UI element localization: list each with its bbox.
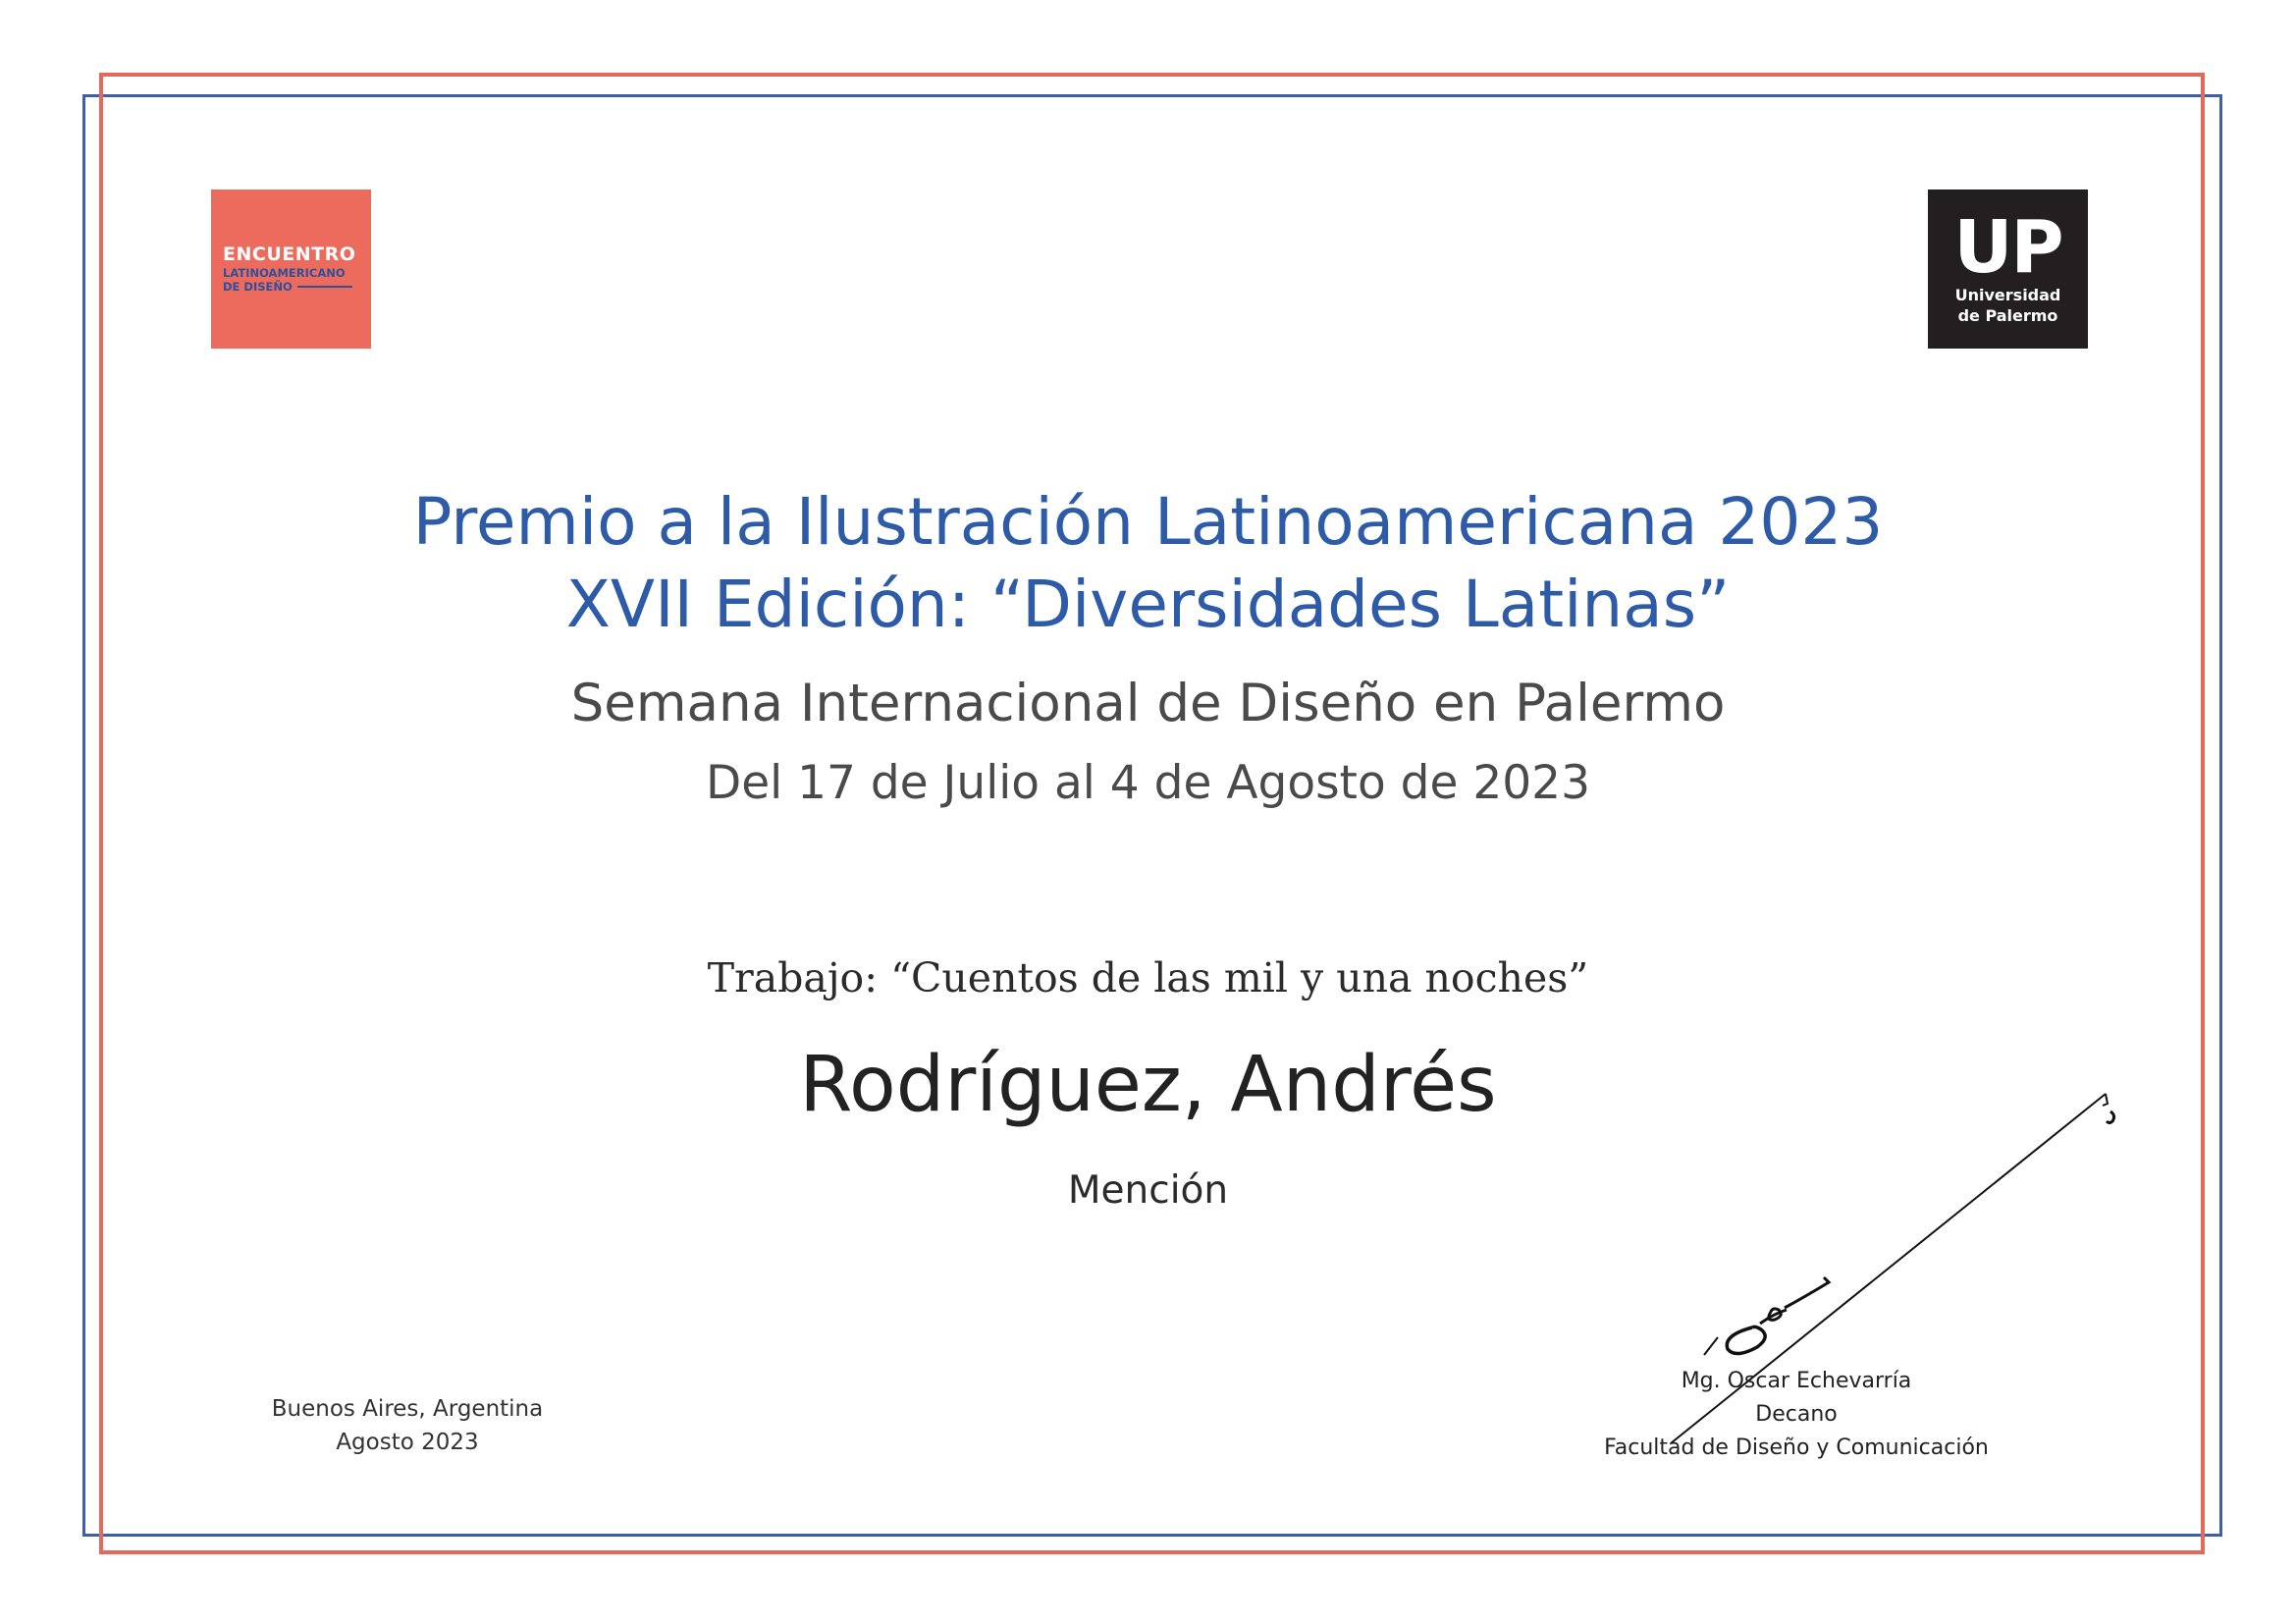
up-logo-mark: UP	[1953, 205, 2062, 290]
certificate-title-line1: Premio a la Ilustración Latinoamericana 2023	[412, 484, 1884, 560]
encuentro-logo-line3	[223, 279, 371, 294]
event-dates: Del 17 de Julio al 4 de Agosto de 2023	[706, 756, 1590, 810]
up-logo	[1928, 189, 2088, 349]
certificate-title	[0, 481, 2296, 646]
encuentro-logo	[211, 189, 371, 349]
place-city: Buenos Aires, Argentina	[271, 1396, 544, 1422]
signer-role: Decano	[1755, 1402, 1838, 1427]
certificate-title-line2: XVII Edición: “Diversidades Latinas”	[565, 567, 1731, 642]
up-logo-line1: Universidad	[1954, 286, 2061, 304]
encuentro-logo-line1: ENCUENTRO	[223, 244, 356, 265]
recipient-name: Rodríguez, Andrés	[799, 1041, 1497, 1129]
work-title: Trabajo: “Cuentos de las mil y una noches”	[707, 954, 1589, 1001]
encuentro-logo-line3-text: DE DISEÑO	[223, 279, 293, 294]
award-level: Mención	[1067, 1168, 1229, 1213]
signer-block	[1571, 1365, 2022, 1465]
encuentro-logo-line2: LATINOAMERICANO	[223, 266, 346, 280]
place-date: Agosto 2023	[336, 1430, 479, 1455]
signer-faculty: Facultad de Diseño y Comunicación	[1604, 1435, 1989, 1460]
place-and-date	[265, 1392, 550, 1459]
encuentro-logo-rule	[297, 286, 352, 288]
signer-name: Mg. Oscar Echevarría	[1681, 1369, 1912, 1393]
event-subtitle: Semana Internacional de Diseño en Palermo	[570, 674, 1726, 733]
up-logo-line2: de Palermo	[1957, 306, 2058, 326]
